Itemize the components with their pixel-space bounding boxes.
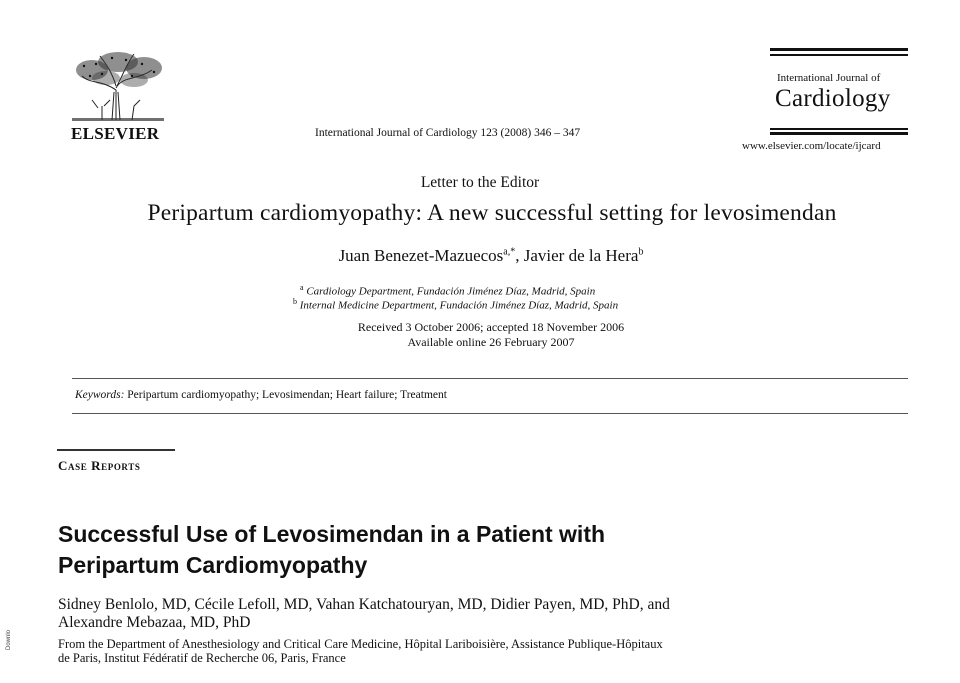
keywords-label: Keywords: [75,389,125,401]
masthead-rule [770,54,908,56]
author-list [0,246,960,266]
margin-download-note: Downlo [6,629,12,650]
masthead-rule [770,48,908,51]
masthead-rule [770,128,908,130]
available-online-date: Available online 26 February 2007 [407,335,575,349]
affiliation-a [300,283,595,298]
keywords-line [75,389,447,401]
received-dates: Received 3 October 2006; accepted 18 November 2006 [357,320,625,334]
case-report-title-line: Successful Use of Levosimendan in a Patient with [58,521,606,547]
case-report-affiliation-line: From the Department of Anesthesiology and Critical Care Medicine, Hôpital Lariboisière, Assistance Publique-Hôpitaux [58,637,663,651]
affiliation-mark: b [293,297,297,306]
author-name[interactable]: Juan Benezet-Mazuecos [338,246,504,265]
case-report-title-line: Peripartum Cardiomyopathy [58,552,368,578]
publisher-name: ELSEVIER [71,124,160,143]
section-label: Case Reports [58,458,141,473]
keywords-list: Peripartum cardiomyopathy; Levosimendan; Heart failure; Treatment [127,389,447,401]
author-name[interactable]: Javier de la Hera [523,246,639,265]
journal-name-big: Cardiology [775,85,891,112]
masthead-rule [770,132,908,135]
author-affiliation-mark: a,* [503,246,516,258]
article-type: Letter to the Editor [420,174,540,191]
elsevier-tree-logo-icon [72,50,164,122]
author-separator: , [515,246,524,265]
keywords-rule-bottom [72,413,908,414]
keywords-rule-top [72,378,908,379]
case-report-affiliation-line: de Paris, Institut Fédératif de Recherche 06, Paris, France [58,651,346,665]
affiliation-text: Internal Medicine Department, Fundación Jiménez Díaz, Madrid, Spain [299,299,619,312]
affiliation-mark: a [300,283,304,292]
case-report-authors-line: Sidney Benlolo, MD, Cécile Lefoll, MD, Vahan Katchatouryan, MD, Didier Payen, MD, PhD, and [58,596,670,613]
case-report-authors-line: Alexandre Mebazaa, MD, PhD [58,614,251,631]
author-affiliation-mark: b [638,246,644,258]
journal-name-small: International Journal of [777,72,881,84]
affiliation-text: Cardiology Department, Fundación Jiménez Díaz, Madrid, Spain [306,285,596,298]
affiliation-b [293,297,618,312]
section-rule [57,449,175,451]
paper-title: Peripartum cardiomyopathy: A new successful setting for levosimendan [147,200,837,226]
journal-url-link[interactable]: www.elsevier.com/locate/ijcard [742,140,881,152]
journal-citation: International Journal of Cardiology 123 (2008) 346 – 347 [315,127,581,139]
